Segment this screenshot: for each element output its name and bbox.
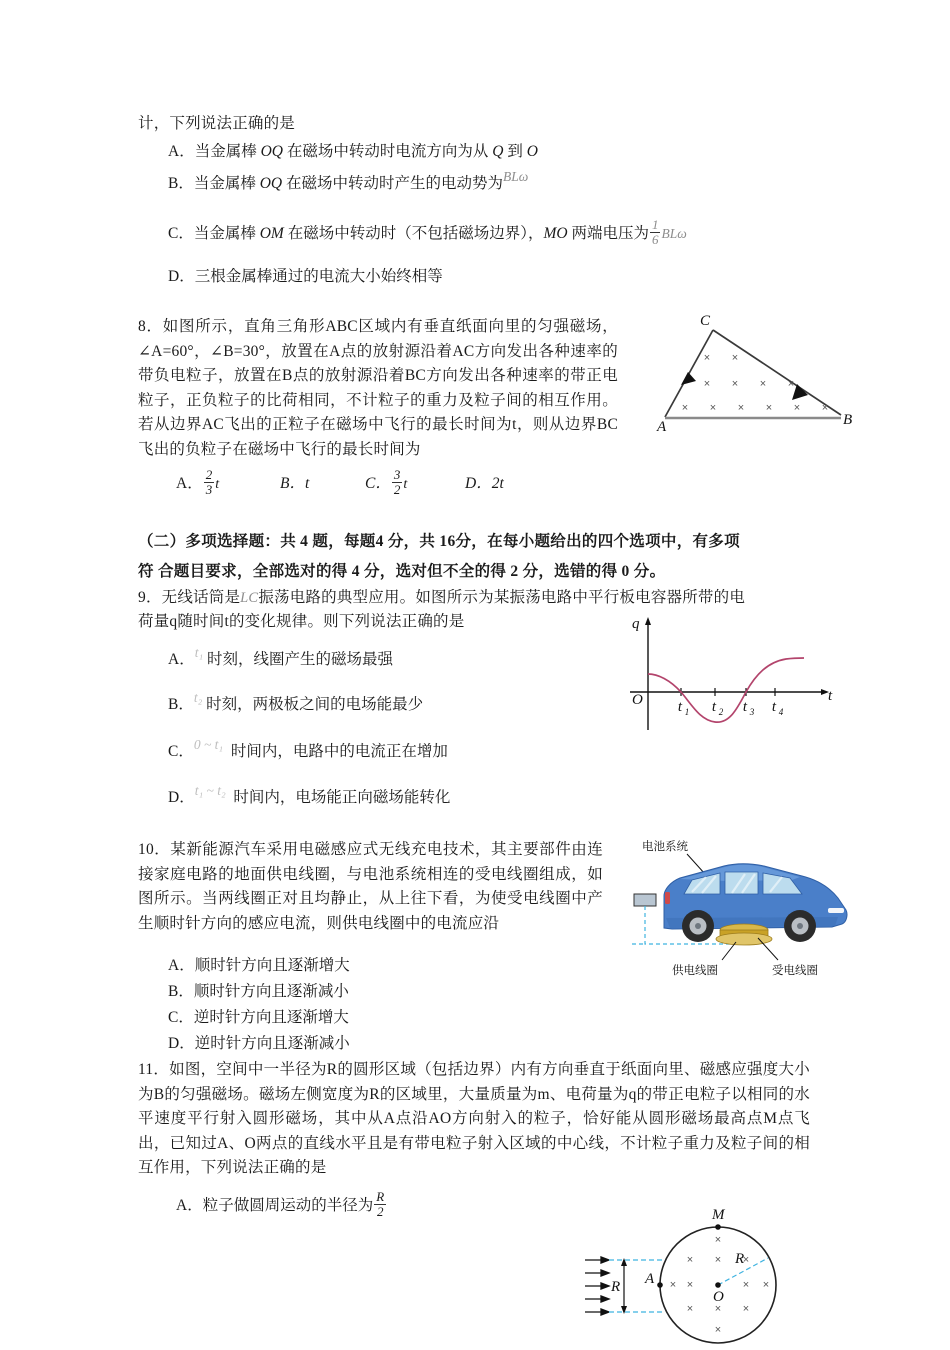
q11-incoming-arrows [585,1257,609,1315]
q8-stem [138,315,618,463]
q7-option-a: A．当金属棒 OQ 在磁场中转动时电流方向为从 Q 到 O [168,143,538,160]
q11-label-width-R: R [611,1279,621,1295]
svg-text:×: × [731,352,739,364]
section-multichoice-line1: （二）多项选择题：共 4 题，每题4 分，共 16分，在每小题给出的四个选项中，有多项 [138,533,740,550]
q8-vertex-b: B [843,412,853,428]
svg-text:×: × [765,402,773,414]
q8-option-d: D．2t [465,475,504,492]
svg-text:×: × [686,1254,694,1266]
q11-option-a-fraction: $\frac{R}{2}$ [376,1189,385,1219]
q9-figure-chart [618,612,843,732]
q8-vertex-c: C [700,313,711,329]
q9-option-d: D．t₁ ~ t₂ 时间内，电场能正向磁场能转化 [168,783,451,806]
q7-option-c-fraction: $\frac{1}{6}$ [651,217,659,247]
q9-option-a-formula: t₁ [194,645,204,660]
q9-axis-label-t: t [828,688,833,704]
q11-point-M: M [712,1207,725,1223]
q10-option-a: A．顺时针方向且逐渐增大 [168,957,350,974]
q11-point-O: O [713,1289,724,1305]
q9-option-d-formula: t₁ ~ t₂ [194,783,226,798]
q9-axis-label-q: q [632,616,640,632]
q11-label-radius-R: R [735,1251,745,1267]
q9-option-b: B．t₂ 时刻，两极板之间的电场能最少 [168,690,424,713]
q8-option-c: C． $\frac{3}{2}$ t [365,467,408,497]
svg-text:×: × [703,378,711,390]
q11-figure-circle [575,1205,810,1345]
svg-text:×: × [742,1279,750,1291]
svg-text:3: 3 [749,707,755,717]
q10-label-supply-coil: 供电线圈 [672,965,718,977]
q10-option-d: D．逆时针方向且逐渐减小 [168,1035,350,1052]
q7-option-b-label: B． [168,175,194,192]
q11-point-A: A [645,1271,655,1287]
q8-figure-triangle [645,305,860,433]
svg-text:×: × [759,378,767,390]
q7-option-b: B．当金属棒 OQ 在磁场中转动时产生的电动势为BLω [168,169,529,192]
q8-field-crosses [682,352,828,414]
svg-text:×: × [714,1234,722,1246]
q7-stem-text: 计，下列说法正确的是 [138,115,296,132]
q10-label-receiving-coil: 受电线圈 [772,965,818,977]
svg-text:t: t [771,699,777,715]
svg-text:×: × [686,1279,694,1291]
svg-text:t: t [711,699,717,715]
q9-stem: 9．无线话筒是LC振荡电路的典型应用。如图所示为某振荡电路中平行板电容器所带的电 [138,589,746,606]
q10-number: 10． [138,841,171,858]
q11-number: 11． [138,1061,170,1078]
svg-text:×: × [686,1303,694,1315]
q7-option-d-label: D． [168,268,195,285]
svg-text:×: × [742,1303,750,1315]
q10-option-c: C．逆时针方向且逐渐增大 [168,1009,349,1026]
q9-option-a: A．t₁ 时刻，线圈产生的磁场最强 [168,645,394,668]
svg-text:1: 1 [684,707,690,717]
q10-stem-text: 某新能源汽车采用电磁感应式无线充电技术，其主要部件由连接家庭电路的地面供电线圈，与电池系统相连的受电线圈组成，如图所示。当两线圈正对且均静止，从上往下看，为使受电线圈中产生顺时针方向的感应电流，则供电线圈中的电流应沿 [138,841,603,932]
q9-lc-symbol: LC [240,590,259,606]
q7-stem [138,112,798,137]
svg-text:×: × [709,402,717,414]
q8-vertex-a: A [657,419,667,433]
svg-text:×: × [681,402,689,414]
svg-text:4: 4 [778,707,784,717]
svg-text:×: × [731,378,739,390]
q9-stem-line2: 荷量q随时间t的变化规律。则下列说法正确的是 [138,613,465,630]
q7-option-c-label: C． [168,225,194,243]
q8-option-a: A． $\frac{2}{3}$ t [176,467,220,497]
svg-text:×: × [714,1254,722,1266]
svg-text:×: × [714,1324,722,1336]
q11-option-a: A．粒子做圆周运动的半径为 $\frac{R}{2}$ [176,1189,385,1219]
q8-option-c-fraction: $\frac{3}{2}$ [393,467,401,497]
q10-supply-coil [716,933,772,945]
q9-option-b-formula: t₂ [193,690,203,705]
q10-figure-car [632,832,872,980]
svg-text:×: × [762,1279,770,1291]
q8-number: 8． [138,318,163,335]
q10-option-b: B．顺时针方向且逐渐减小 [168,983,349,1000]
q8-stem-text: 如图所示，直角三角形ABC区域内有垂直纸面向里的匀强磁场，∠A=60°，∠B=30°，放置在A点的放射源沿着AC方向发出各种速率的带负电粒子，放置在B点的放射源沿着BC方向发出各种速率的带正电粒子，正负粒子的比荷相同，不计粒子的重力及粒子间的相互作用。若从边界AC飞出的正粒子在磁场中飞行的最长时间为t，则从边界BC飞出的负粒子在磁场中飞行的最长时间为 [138,318,618,458]
q7-option-c: C．当金属棒 OM 在磁场中转动时（不包括磁场边界），MO 两端电压为 $\frac{1}{6}$ BLω [168,217,687,247]
q9-number: 9． [138,589,162,606]
svg-text:t: t [742,699,748,715]
section-multichoice-line2: 符 合题目要求，全部选对的得 4 分，选对但不全的得 2 分，选错的得 0 分。 [138,563,666,580]
q9-option-c-formula: 0 ~ t₁ [193,737,224,752]
svg-text:×: × [793,402,801,414]
svg-text:2: 2 [718,707,724,717]
svg-text:×: × [742,1254,750,1266]
q10-label-battery-system: 电池系统 [642,841,688,853]
q7-option-d: D．三根金属棒通过的电流大小始终相等 [168,268,443,285]
q7-option-a-label: A． [168,143,195,160]
q11-stem-text: 如图，空间中一半径为R的圆形区域（包括边界）内有方向垂直于纸面向里、磁感应强度大小为B的匀强磁场。磁场左侧宽度为R的区域里，大量质量为m、电荷量为q的带正电粒子以相同的水平速度平行射入圆形磁场，其中从A点沿AO方向射入的粒子，恰好能从圆形磁场最高点M点飞出，已知过A、O两点的直线水平且是有带电粒子射入区域的中心线，不计粒子重力及粒子间的相互作用，下列说法正确的是 [138,1061,810,1177]
svg-text:×: × [714,1303,722,1315]
q9-option-c: C．0 ~ t₁ 时间内，电路中的电流正在增加 [168,737,448,760]
q10-stem [138,838,603,936]
q9-origin-label: O [632,692,643,708]
svg-text:×: × [737,402,745,414]
q8-option-a-fraction: $\frac{2}{3}$ [205,467,213,497]
svg-text:×: × [703,352,711,364]
svg-text:×: × [787,378,795,390]
svg-text:t: t [677,699,683,715]
q11-stem [138,1058,810,1181]
q8-option-b: B．t [280,475,310,492]
svg-text:×: × [669,1279,677,1291]
svg-text:×: × [821,402,829,414]
q7-option-b-formula: BLω [503,169,529,184]
